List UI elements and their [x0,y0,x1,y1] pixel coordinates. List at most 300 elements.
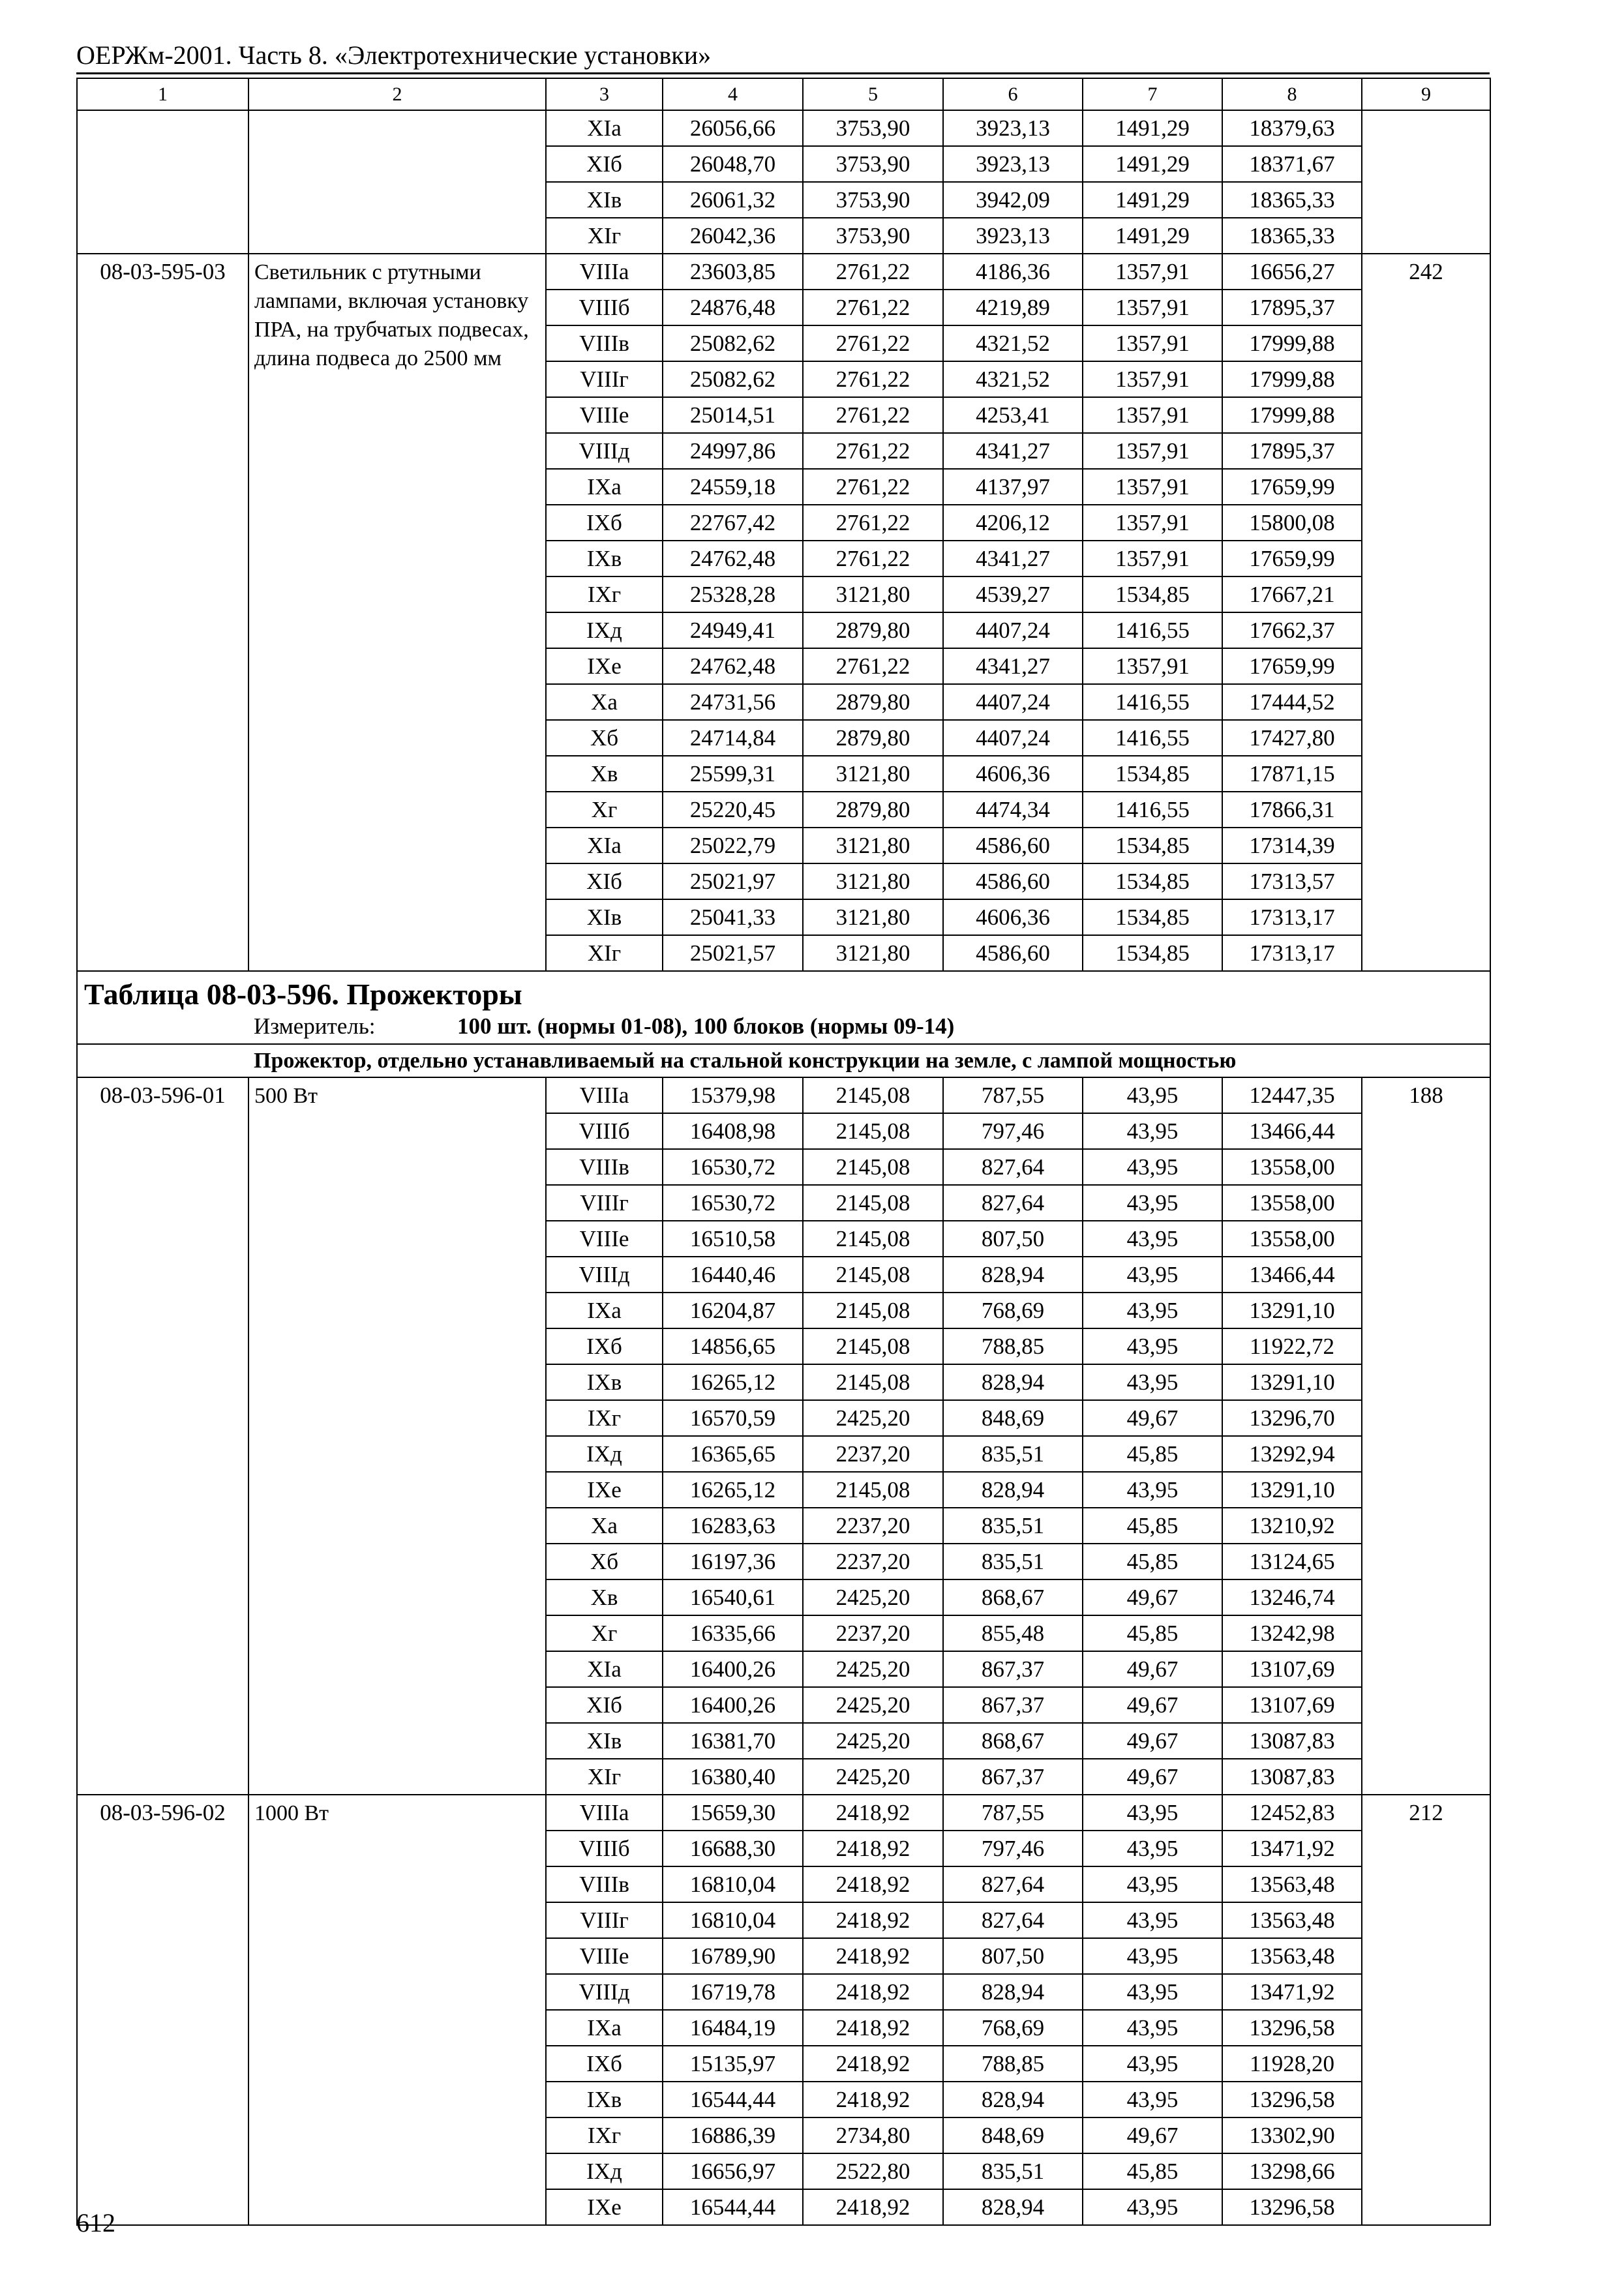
value-cell: 43,95 [1083,1293,1222,1328]
value-cell: 3923,13 [943,110,1083,146]
value-cell: 2522,80 [803,2153,943,2189]
zone-cell: IXв [546,2082,663,2117]
value-cell: 2418,92 [803,2046,943,2082]
value-cell: 22767,42 [663,505,803,541]
value-cell: 4586,60 [943,935,1083,971]
value-cell: 2145,08 [803,1185,943,1221]
value-cell: 4407,24 [943,612,1083,648]
value-cell: 1357,91 [1083,397,1222,433]
value-cell: 2418,92 [803,1831,943,1866]
value-cell: 43,95 [1083,2046,1222,2082]
zone-cell: IXа [546,2010,663,2046]
value-cell: 4219,89 [943,290,1083,325]
zone-cell: Xв [546,756,663,792]
zone-cell: IXб [546,505,663,541]
value-cell: 26048,70 [663,146,803,182]
value-cell: 24559,18 [663,469,803,505]
value-cell: 24731,56 [663,684,803,720]
value-cell: 2761,22 [803,505,943,541]
norm-code: 08-03-595-03 [77,254,248,971]
value-cell: 13087,83 [1222,1759,1362,1795]
value-cell: 43,95 [1083,1221,1222,1257]
zone-cell: VIIIе [546,397,663,433]
value-cell: 787,55 [943,1077,1083,1113]
measure-line [78,1013,1490,1043]
norm-code [77,110,248,254]
value-cell: 828,94 [943,1974,1083,2010]
value-cell: 1534,85 [1083,935,1222,971]
value-cell: 17662,37 [1222,612,1362,648]
value-cell: 17427,80 [1222,720,1362,756]
zone-cell: XIб [546,863,663,899]
value-cell: 43,95 [1083,2082,1222,2117]
value-cell: 2425,20 [803,1579,943,1615]
value-cell: 2418,92 [803,2010,943,2046]
value-cell: 827,64 [943,1185,1083,1221]
zone-cell: Xа [546,1508,663,1544]
value-cell: 1357,91 [1083,505,1222,541]
value-cell: 43,95 [1083,1938,1222,1974]
value-cell: 17313,17 [1222,899,1362,935]
zone-cell: VIIIг [546,1185,663,1221]
value-cell: 24997,86 [663,433,803,469]
value-cell: 23603,85 [663,254,803,290]
value-cell: 855,48 [943,1615,1083,1651]
measure-label: Измеритель: [254,1013,376,1039]
zone-cell: VIIIд [546,433,663,469]
value-cell: 1357,91 [1083,290,1222,325]
value-cell: 25082,62 [663,325,803,361]
value-cell: 1491,29 [1083,146,1222,182]
table-row [77,110,1490,146]
zone-cell: IXг [546,2117,663,2153]
value-cell: 16204,87 [663,1293,803,1328]
value-cell: 835,51 [943,1436,1083,1472]
value-cell: 16540,61 [663,1579,803,1615]
value-cell: 3753,90 [803,218,943,254]
value-cell: 25599,31 [663,756,803,792]
value-cell: 13246,74 [1222,1579,1362,1615]
value-cell: 13558,00 [1222,1149,1362,1185]
value-cell: 2418,92 [803,1795,943,1831]
zone-cell: Xг [546,792,663,828]
value-cell: 16283,63 [663,1508,803,1544]
value-cell: 16688,30 [663,1831,803,1866]
value-cell: 2761,22 [803,254,943,290]
value-cell: 2761,22 [803,648,943,684]
value-cell: 13296,70 [1222,1400,1362,1436]
value-cell: 827,64 [943,1866,1083,1902]
value-cell: 2879,80 [803,792,943,828]
zone-cell: XIв [546,1723,663,1759]
value-cell: 13124,65 [1222,1544,1362,1579]
value-cell: 26061,32 [663,182,803,218]
value-cell: 2237,20 [803,1544,943,1579]
value-cell: 3121,80 [803,935,943,971]
value-cell: 13087,83 [1222,1723,1362,1759]
value-cell: 3121,80 [803,899,943,935]
value-cell: 25041,33 [663,899,803,935]
value-cell: 43,95 [1083,1077,1222,1113]
zone-cell: IXа [546,469,663,505]
norm-total: 212 [1362,1795,1490,2225]
value-cell: 11928,20 [1222,2046,1362,2082]
zone-cell: XIг [546,218,663,254]
value-cell: 13563,48 [1222,1938,1362,1974]
value-cell: 2734,80 [803,2117,943,2153]
value-cell: 17659,99 [1222,541,1362,576]
page-number: 612 [76,2208,115,2237]
value-cell: 24949,41 [663,612,803,648]
value-cell: 16335,66 [663,1615,803,1651]
zone-cell: VIIIг [546,1902,663,1938]
value-cell: 4586,60 [943,828,1083,863]
table-row [77,1077,1490,1113]
zone-cell: IXе [546,648,663,684]
value-cell: 1491,29 [1083,182,1222,218]
zone-cell: VIIIб [546,290,663,325]
value-cell: 1357,91 [1083,541,1222,576]
value-cell: 13558,00 [1222,1221,1362,1257]
value-cell: 4137,97 [943,469,1083,505]
value-cell: 16400,26 [663,1651,803,1687]
value-cell: 16400,26 [663,1687,803,1723]
section-title-row [77,971,1490,1044]
zone-cell: VIIIа [546,1077,663,1113]
zone-cell: VIIIд [546,1257,663,1293]
value-cell: 827,64 [943,1149,1083,1185]
value-cell: 25014,51 [663,397,803,433]
value-cell: 13466,44 [1222,1113,1362,1149]
value-cell: 13210,92 [1222,1508,1362,1544]
column-number: 2 [248,78,546,110]
value-cell: 848,69 [943,2117,1083,2153]
zone-cell: Xа [546,684,663,720]
section-title: Таблица 08-03-596. Прожекторы [84,978,522,1011]
zone-cell: VIIIв [546,325,663,361]
zone-cell: VIIIе [546,1221,663,1257]
zone-cell: VIIIе [546,1938,663,1974]
value-cell: 2418,92 [803,2189,943,2225]
zone-cell: Xб [546,720,663,756]
value-cell: 13296,58 [1222,2010,1362,2046]
value-cell: 17999,88 [1222,325,1362,361]
value-cell: 867,37 [943,1687,1083,1723]
zone-cell: IXе [546,1472,663,1508]
value-cell: 25022,79 [663,828,803,863]
value-cell: 797,46 [943,1113,1083,1149]
value-cell: 2879,80 [803,720,943,756]
value-cell: 25082,62 [663,361,803,397]
value-cell: 17659,99 [1222,648,1362,684]
value-cell: 3923,13 [943,218,1083,254]
value-cell: 15659,30 [663,1795,803,1831]
value-cell: 4321,52 [943,325,1083,361]
norm-description: 1000 Вт [248,1795,546,2225]
value-cell: 13298,66 [1222,2153,1362,2189]
value-cell: 49,67 [1083,2117,1222,2153]
value-cell: 43,95 [1083,1795,1222,1831]
value-cell: 1416,55 [1083,720,1222,756]
value-cell: 16440,46 [663,1257,803,1293]
value-cell: 24762,48 [663,648,803,684]
norm-description: Светильник с ртутными лампами, включая установку ПРА, на трубчатых подвесах, длина подвеса до 2500 мм [248,254,546,971]
value-cell: 835,51 [943,1508,1083,1544]
value-cell: 13291,10 [1222,1293,1362,1328]
value-cell: 2761,22 [803,397,943,433]
value-cell: 43,95 [1083,1866,1222,1902]
page-header-title: ОЕРЖм-2001. Часть 8. «Электротехнические установки» [76,40,712,70]
value-cell: 16380,40 [663,1759,803,1795]
value-cell: 25328,28 [663,576,803,612]
value-cell: 13107,69 [1222,1651,1362,1687]
value-cell: 1534,85 [1083,863,1222,899]
zone-cell: IXб [546,1328,663,1364]
value-cell: 868,67 [943,1723,1083,1759]
value-cell: 43,95 [1083,1257,1222,1293]
value-cell: 1534,85 [1083,576,1222,612]
value-cell: 2145,08 [803,1257,943,1293]
value-cell: 1416,55 [1083,684,1222,720]
value-cell: 2145,08 [803,1221,943,1257]
value-cell: 807,50 [943,1221,1083,1257]
value-cell: 49,67 [1083,1759,1222,1795]
value-cell: 49,67 [1083,1651,1222,1687]
value-cell: 4321,52 [943,361,1083,397]
value-cell: 2425,20 [803,1687,943,1723]
table-row [77,254,1490,290]
value-cell: 2237,20 [803,1615,943,1651]
value-cell: 2145,08 [803,1364,943,1400]
value-cell: 835,51 [943,2153,1083,2189]
value-cell: 13563,48 [1222,1902,1362,1938]
zone-cell: XIг [546,935,663,971]
value-cell: 43,95 [1083,1113,1222,1149]
value-cell: 14856,65 [663,1328,803,1364]
value-cell: 16530,72 [663,1149,803,1185]
value-cell: 13107,69 [1222,1687,1362,1723]
value-cell: 1416,55 [1083,792,1222,828]
column-number: 5 [803,78,943,110]
value-cell: 768,69 [943,2010,1083,2046]
value-cell: 13302,90 [1222,2117,1362,2153]
value-cell: 13471,92 [1222,1831,1362,1866]
value-cell: 788,85 [943,1328,1083,1364]
zone-cell: IXб [546,2046,663,2082]
value-cell: 43,95 [1083,1902,1222,1938]
value-cell: 3753,90 [803,146,943,182]
value-cell: 15800,08 [1222,505,1362,541]
value-cell: 17895,37 [1222,433,1362,469]
subheading: Прожектор, отдельно устанавливаемый на стальной конструкции на земле, с лампой мощностью [77,1044,1490,1077]
value-cell: 16408,98 [663,1113,803,1149]
value-cell: 4407,24 [943,684,1083,720]
value-cell: 13291,10 [1222,1364,1362,1400]
value-cell: 43,95 [1083,1149,1222,1185]
value-cell: 828,94 [943,2189,1083,2225]
value-cell: 16197,36 [663,1544,803,1579]
value-cell: 13291,10 [1222,1472,1362,1508]
value-cell: 17895,37 [1222,290,1362,325]
value-cell: 2761,22 [803,469,943,505]
value-cell: 828,94 [943,2082,1083,2117]
value-cell: 43,95 [1083,1831,1222,1866]
table-body-top [77,78,1490,971]
value-cell: 2425,20 [803,1723,943,1759]
value-cell: 12447,35 [1222,1077,1362,1113]
value-cell: 16265,12 [663,1364,803,1400]
value-cell: 2145,08 [803,1293,943,1328]
value-cell: 16544,44 [663,2082,803,2117]
measure-value: 100 шт. (нормы 01-08), 100 блоков (нормы 09-14) [457,1013,955,1039]
value-cell: 17314,39 [1222,828,1362,863]
value-cell: 1357,91 [1083,469,1222,505]
subheading-row [77,1044,1490,1077]
zone-cell: VIIIб [546,1831,663,1866]
norm-total: 242 [1362,254,1490,971]
value-cell: 3923,13 [943,146,1083,182]
zone-cell: Xв [546,1579,663,1615]
value-cell: 4341,27 [943,541,1083,576]
value-cell: 2418,92 [803,1866,943,1902]
value-cell: 828,94 [943,1364,1083,1400]
value-cell: 1534,85 [1083,828,1222,863]
norm-total: 188 [1362,1077,1490,1795]
value-cell: 16510,58 [663,1221,803,1257]
zone-cell: IXд [546,1436,663,1472]
norm-total [1362,110,1490,254]
value-cell: 4206,12 [943,505,1083,541]
value-cell: 2425,20 [803,1759,943,1795]
zone-cell: Xб [546,1544,663,1579]
value-cell: 828,94 [943,1257,1083,1293]
value-cell: 13466,44 [1222,1257,1362,1293]
norm-description [248,110,546,254]
value-cell: 2237,20 [803,1508,943,1544]
column-number: 6 [943,78,1083,110]
value-cell: 17871,15 [1222,756,1362,792]
value-cell: 1534,85 [1083,899,1222,935]
value-cell: 867,37 [943,1759,1083,1795]
rates-table [76,78,1491,2226]
value-cell: 16810,04 [663,1902,803,1938]
value-cell: 827,64 [943,1902,1083,1938]
zone-cell: VIIIг [546,361,663,397]
value-cell: 1491,29 [1083,110,1222,146]
zone-cell: IXг [546,576,663,612]
value-cell: 26056,66 [663,110,803,146]
value-cell: 848,69 [943,1400,1083,1436]
value-cell: 18365,33 [1222,218,1362,254]
value-cell: 17659,99 [1222,469,1362,505]
value-cell: 16810,04 [663,1866,803,1902]
value-cell: 4474,34 [943,792,1083,828]
value-cell: 4253,41 [943,397,1083,433]
value-cell: 868,67 [943,1579,1083,1615]
value-cell: 16570,59 [663,1400,803,1436]
value-cell: 2761,22 [803,290,943,325]
value-cell: 16656,27 [1222,254,1362,290]
value-cell: 45,85 [1083,1436,1222,1472]
value-cell: 24714,84 [663,720,803,756]
column-number: 3 [546,78,663,110]
zone-cell: XIб [546,1687,663,1723]
value-cell: 26042,36 [663,218,803,254]
value-cell: 18371,67 [1222,146,1362,182]
value-cell: 788,85 [943,2046,1083,2082]
value-cell: 2145,08 [803,1328,943,1364]
value-cell: 1491,29 [1083,218,1222,254]
value-cell: 828,94 [943,1472,1083,1508]
value-cell: 807,50 [943,1938,1083,1974]
column-number: 4 [663,78,803,110]
value-cell: 13292,94 [1222,1436,1362,1472]
value-cell: 17866,31 [1222,792,1362,828]
value-cell: 16789,90 [663,1938,803,1974]
table-body-bottom [77,1077,1490,2225]
zone-cell: VIIIа [546,254,663,290]
value-cell: 2761,22 [803,433,943,469]
value-cell: 17999,88 [1222,397,1362,433]
header-rule [76,72,1490,74]
value-cell: 1357,91 [1083,361,1222,397]
value-cell: 45,85 [1083,1615,1222,1651]
zone-cell: XIа [546,828,663,863]
value-cell: 49,67 [1083,1400,1222,1436]
value-cell: 16265,12 [663,1472,803,1508]
zone-cell: XIа [546,1651,663,1687]
value-cell: 2418,92 [803,1902,943,1938]
zone-cell: XIб [546,146,663,182]
value-cell: 3121,80 [803,576,943,612]
value-cell: 2418,92 [803,1938,943,1974]
value-cell: 16484,19 [663,2010,803,2046]
value-cell: 4407,24 [943,720,1083,756]
value-cell: 4341,27 [943,433,1083,469]
value-cell: 43,95 [1083,1472,1222,1508]
value-cell: 25220,45 [663,792,803,828]
value-cell: 835,51 [943,1544,1083,1579]
value-cell: 49,67 [1083,1687,1222,1723]
value-cell: 2761,22 [803,361,943,397]
value-cell: 4606,36 [943,899,1083,935]
value-cell: 43,95 [1083,2010,1222,2046]
value-cell: 16365,65 [663,1436,803,1472]
value-cell: 43,95 [1083,1974,1222,2010]
value-cell: 17313,57 [1222,863,1362,899]
zone-cell: VIIIа [546,1795,663,1831]
value-cell: 4539,27 [943,576,1083,612]
value-cell: 2418,92 [803,1974,943,2010]
value-cell: 25021,97 [663,863,803,899]
value-cell: 24876,48 [663,290,803,325]
value-cell: 2425,20 [803,1400,943,1436]
value-cell: 867,37 [943,1651,1083,1687]
zone-cell: IXг [546,1400,663,1436]
value-cell: 16544,44 [663,2189,803,2225]
norm-code: 08-03-596-02 [77,1795,248,2225]
column-number-row [77,78,1490,110]
value-cell: 3121,80 [803,828,943,863]
value-cell: 3753,90 [803,182,943,218]
value-cell: 24762,48 [663,541,803,576]
value-cell: 43,95 [1083,1328,1222,1364]
zone-cell: XIв [546,899,663,935]
value-cell: 13471,92 [1222,1974,1362,2010]
value-cell: 2425,20 [803,1651,943,1687]
value-cell: 43,95 [1083,2189,1222,2225]
value-cell: 13242,98 [1222,1615,1362,1651]
